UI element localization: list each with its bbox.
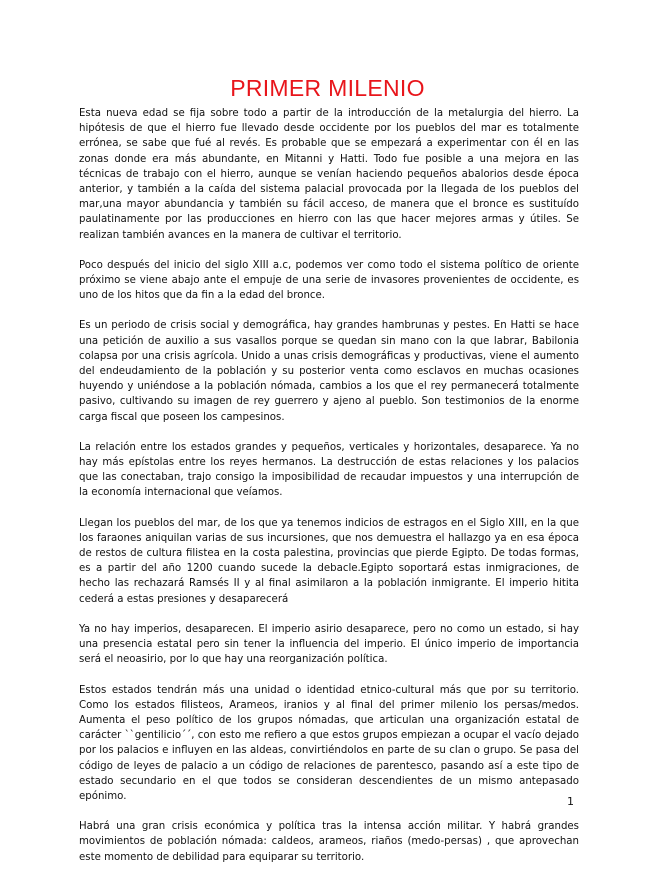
paragraph: Llegan los pueblos del mar, de los que ya tenemos indicios de estragos en el Siglo XIII, en la que los faraones aniquilan varias de sus incursiones, que nos demuestra el hallazgo ya en esa época de restos de cultura filistea en la costa palestina, provincias que pierde Egipto. De todas formas, es a partir del año 1200 cuando sucede la debacle.Egipto soportará estas inmigraciones, de hecho las rechazará Ramsés II y al final asimilaron a la población inmigrante. El imperio hitita cederá a estas presiones y desaparecerá: [79, 517, 579, 605]
paragraph: Habrá una gran crisis económica y política tras la intensa acción militar. Y habrá grandes movimientos de población nómada: caldeos, arameos, riaños (medo-persas) , que aprovechan este momento de debilidad para equiparar su territorio.: [79, 821, 579, 863]
paragraph: Ya no hay imperios, desaparecen. El imperio asirio desaparece, pero no como un estado, si hay una presencia estatal pero sin tener la influencia del imperio. El único imperio de importancia será el neoasirio, por lo que hay una reorganización política.: [79, 623, 579, 666]
paragraph: La relación entre los estados grandes y pequeños, verticales y horizontales, desaparece. Ya no hay más epístolas entre los reyes hermanos. La destrucción de estas relaciones y los palacios que las conectaban, trajo consigo la imposibilidad de recaudar impuestos y una interrupción de la economía internacional que veíamos.: [79, 441, 579, 499]
paragraph: Estos estados tendrán más una unidad o identidad etnico-cultural más que por su territorio. Como los estados filisteos, Arameos, iranios y al final del primer milenio los persas/medos. Aumenta el peso político de los grupos nómadas, que articulan una organización estatal de carácter ``gentilicio´´, con esto me refiero a que estos grupos empiezan a ocupar el vacío dejado por los palacios e influyen en las aldeas, convirtiéndolos en parte de su clan o grupo. Se pasa del código de leyes de palacio a un código de relaciones de parentesco, pasando así a este tipo de estado secundario en el que todos se consideran descendientes de un mismo antepasado epónimo.: [79, 684, 579, 802]
page-title: PRIMER MILENIO: [230, 75, 425, 101]
paragraph: Poco después del inicio del siglo XIII a.c, podemos ver como todo el sistema político de oriente próximo se viene abajo ante el empuje de una serie de invasores provenientes de occidente, es uno de los hitos que da fin a la edad del bronce.: [79, 259, 579, 302]
paragraph: Es un periodo de crisis social y demográfica, hay grandes hambrunas y pestes. En Hatti se hace una petición de auxilio a sus vasallos porque se quedan sin mano con la que labrar, Babilonia colapsa por una crisis agrícola. Unido a unas crisis demográficas y productivas, viene el aumento del endeudamiento de la población y su posterior venta como esclavos en muchas ocasiones huyendo y uniéndose a la población nómada, cambios a los que el rey permanecerá totalmente pasivo, cultivando su imagen de rey guerrero y ajeno al pueblo. Son testimonios de la enorme carga fiscal que poseen los campesinos.: [79, 320, 579, 423]
page-number: 1: [567, 795, 574, 808]
document-body: [79, 106, 579, 880]
paragraph: Esta nueva edad se fija sobre todo a partir de la introducción de la metalurgia del hierro. La hipótesis de que el hierro fue llevado desde occidente por los pueblos del mar es totalmente errónea, se sabe que fué al revés. Es probable que se empezará a experimentar con él en las zonas donde era más abundante, en Mitanni y Hatti. Todo fue posible a una mejora en las técnicas de trabajo con el hierro, aunque se venían haciendo pequeños abalorios desde época anterior, y también a la caída del sistema palacial provocada por la llegada de los pueblos del mar,una mayor abundancia y también su fácil acceso, de manera que el bronce es sustituído paulatinamente por las producciones en hierro con las que hacer mejores armas y útiles. Se realizan también avances en la manera de cultivar el territorio.: [79, 108, 579, 241]
